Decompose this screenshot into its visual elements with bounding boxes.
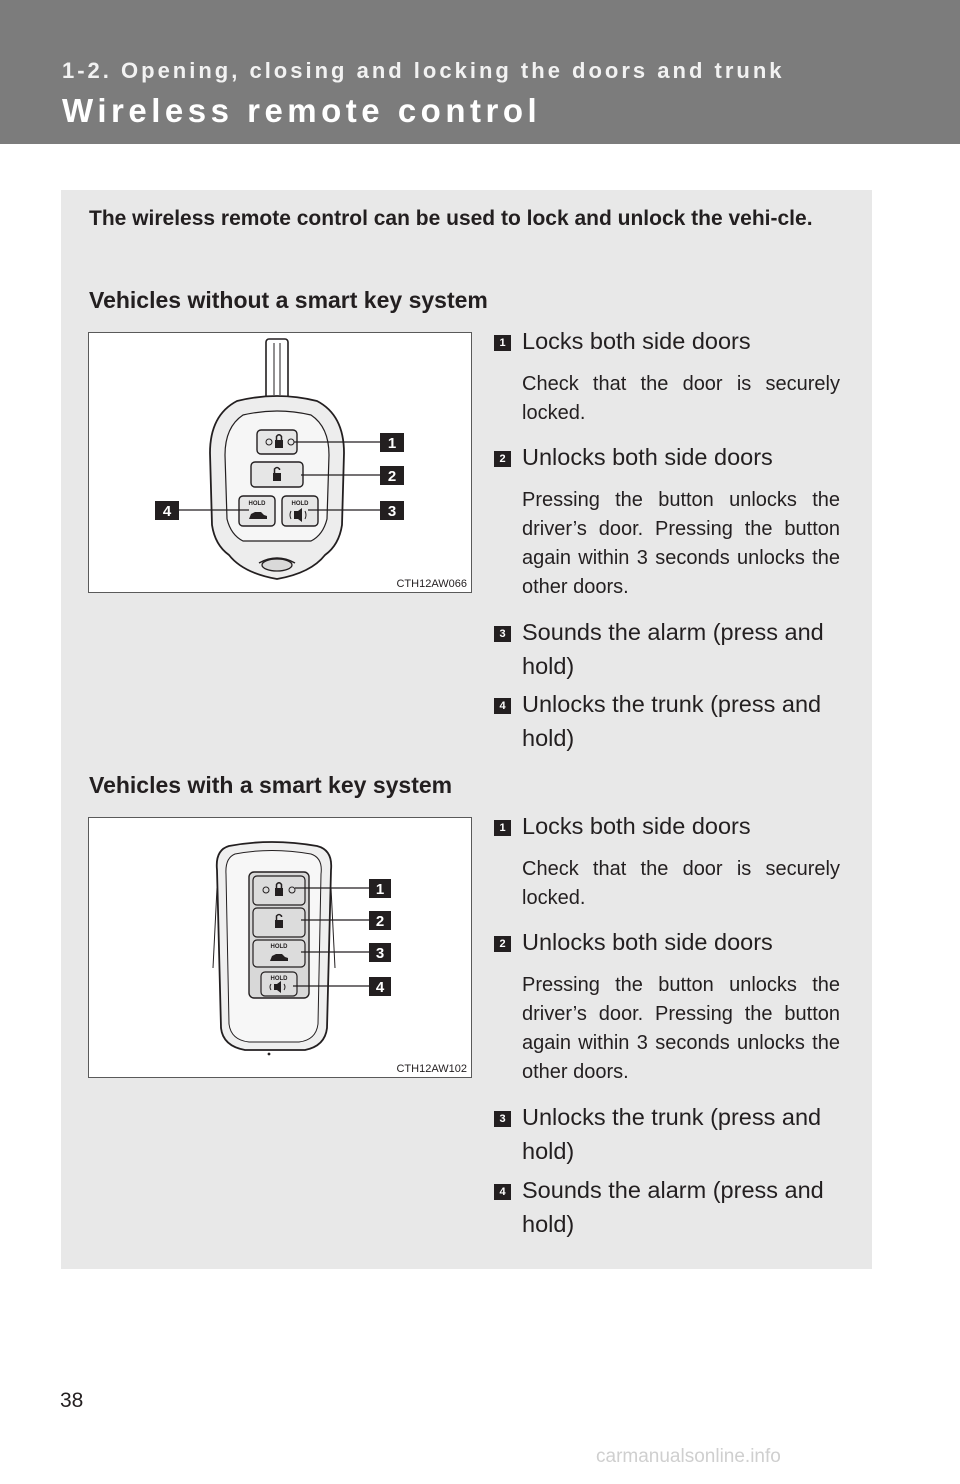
hold-label: HOLD [291, 501, 309, 507]
key-illustration [89, 333, 473, 594]
heading-without-smart-key: Vehicles without a smart key system [89, 287, 488, 313]
item-title: Sounds the alarm (press and hold) [522, 1177, 824, 1237]
heading-with-smart-key: Vehicles with a smart key system [89, 772, 453, 798]
item-title: Unlocks the trunk (press and hold) [522, 1104, 822, 1164]
callout-number: 2 [387, 468, 397, 485]
intro-text: The wireless remote control can be used to lock and unlock the vehi-cle. [89, 207, 813, 230]
item-number-badge: 1 [494, 820, 511, 836]
hold-label: HOLD [248, 501, 266, 507]
item-number-badge: 2 [494, 936, 511, 952]
watermark: carmanualsonline.info [596, 1446, 781, 1467]
callout-number: 1 [387, 435, 397, 452]
item-number-badge: 3 [494, 626, 511, 642]
item-note: Pressing the button unlocks the driver’s door. Pressing the button again within 3 seconds unlocks the other doors. [522, 974, 840, 1083]
item-note: Check that the door is securely locked. [522, 373, 840, 424]
page-title: Wireless remote control [62, 92, 542, 129]
hold-label: HOLD [270, 976, 288, 982]
item-number-badge: 2 [494, 451, 511, 467]
callout-number: 3 [387, 503, 397, 520]
item-number-badge: 4 [494, 1184, 511, 1200]
section-label: 1-2. Opening, closing and locking the doors and trunk [62, 58, 785, 83]
hold-label: HOLD [270, 944, 288, 950]
item-unlock-smart [494, 925, 840, 1087]
item-note: Pressing the button unlocks the driver’s door. Pressing the button again within 3 seconds unlocks the other doors. [522, 489, 840, 598]
page-number: 38 [60, 1389, 84, 1412]
item-lock [494, 324, 840, 428]
item-title: Unlocks the trunk (press and hold) [522, 691, 822, 751]
item-alarm [494, 615, 840, 683]
item-title: Unlocks both side doors [522, 929, 773, 955]
figure-key-without-smart-key [88, 332, 472, 593]
item-number-badge: 1 [494, 335, 511, 351]
item-title: Locks both side doors [522, 813, 751, 839]
item-number-badge: 3 [494, 1111, 511, 1127]
callout-number: 3 [375, 945, 385, 962]
callout-number: 4 [162, 503, 172, 520]
item-title: Sounds the alarm (press and hold) [522, 619, 824, 679]
chapter-header [0, 0, 960, 144]
item-number-badge: 4 [494, 698, 511, 714]
figure-key-with-smart-key [88, 817, 472, 1078]
item-lock-smart [494, 809, 840, 913]
item-title: Unlocks both side doors [522, 444, 773, 470]
item-alarm-smart [494, 1173, 840, 1241]
callout-number: 4 [375, 979, 385, 996]
smart-key-illustration [89, 818, 473, 1079]
callout-number: 1 [375, 881, 385, 898]
item-unlock [494, 440, 840, 602]
figure-code: CTH12AW066 [396, 578, 467, 590]
callout-number: 2 [375, 913, 385, 930]
item-trunk-smart [494, 1100, 840, 1168]
figure-code: CTH12AW102 [396, 1063, 467, 1075]
item-trunk [494, 687, 840, 755]
item-note: Check that the door is securely locked. [522, 858, 840, 909]
item-title: Locks both side doors [522, 328, 751, 354]
